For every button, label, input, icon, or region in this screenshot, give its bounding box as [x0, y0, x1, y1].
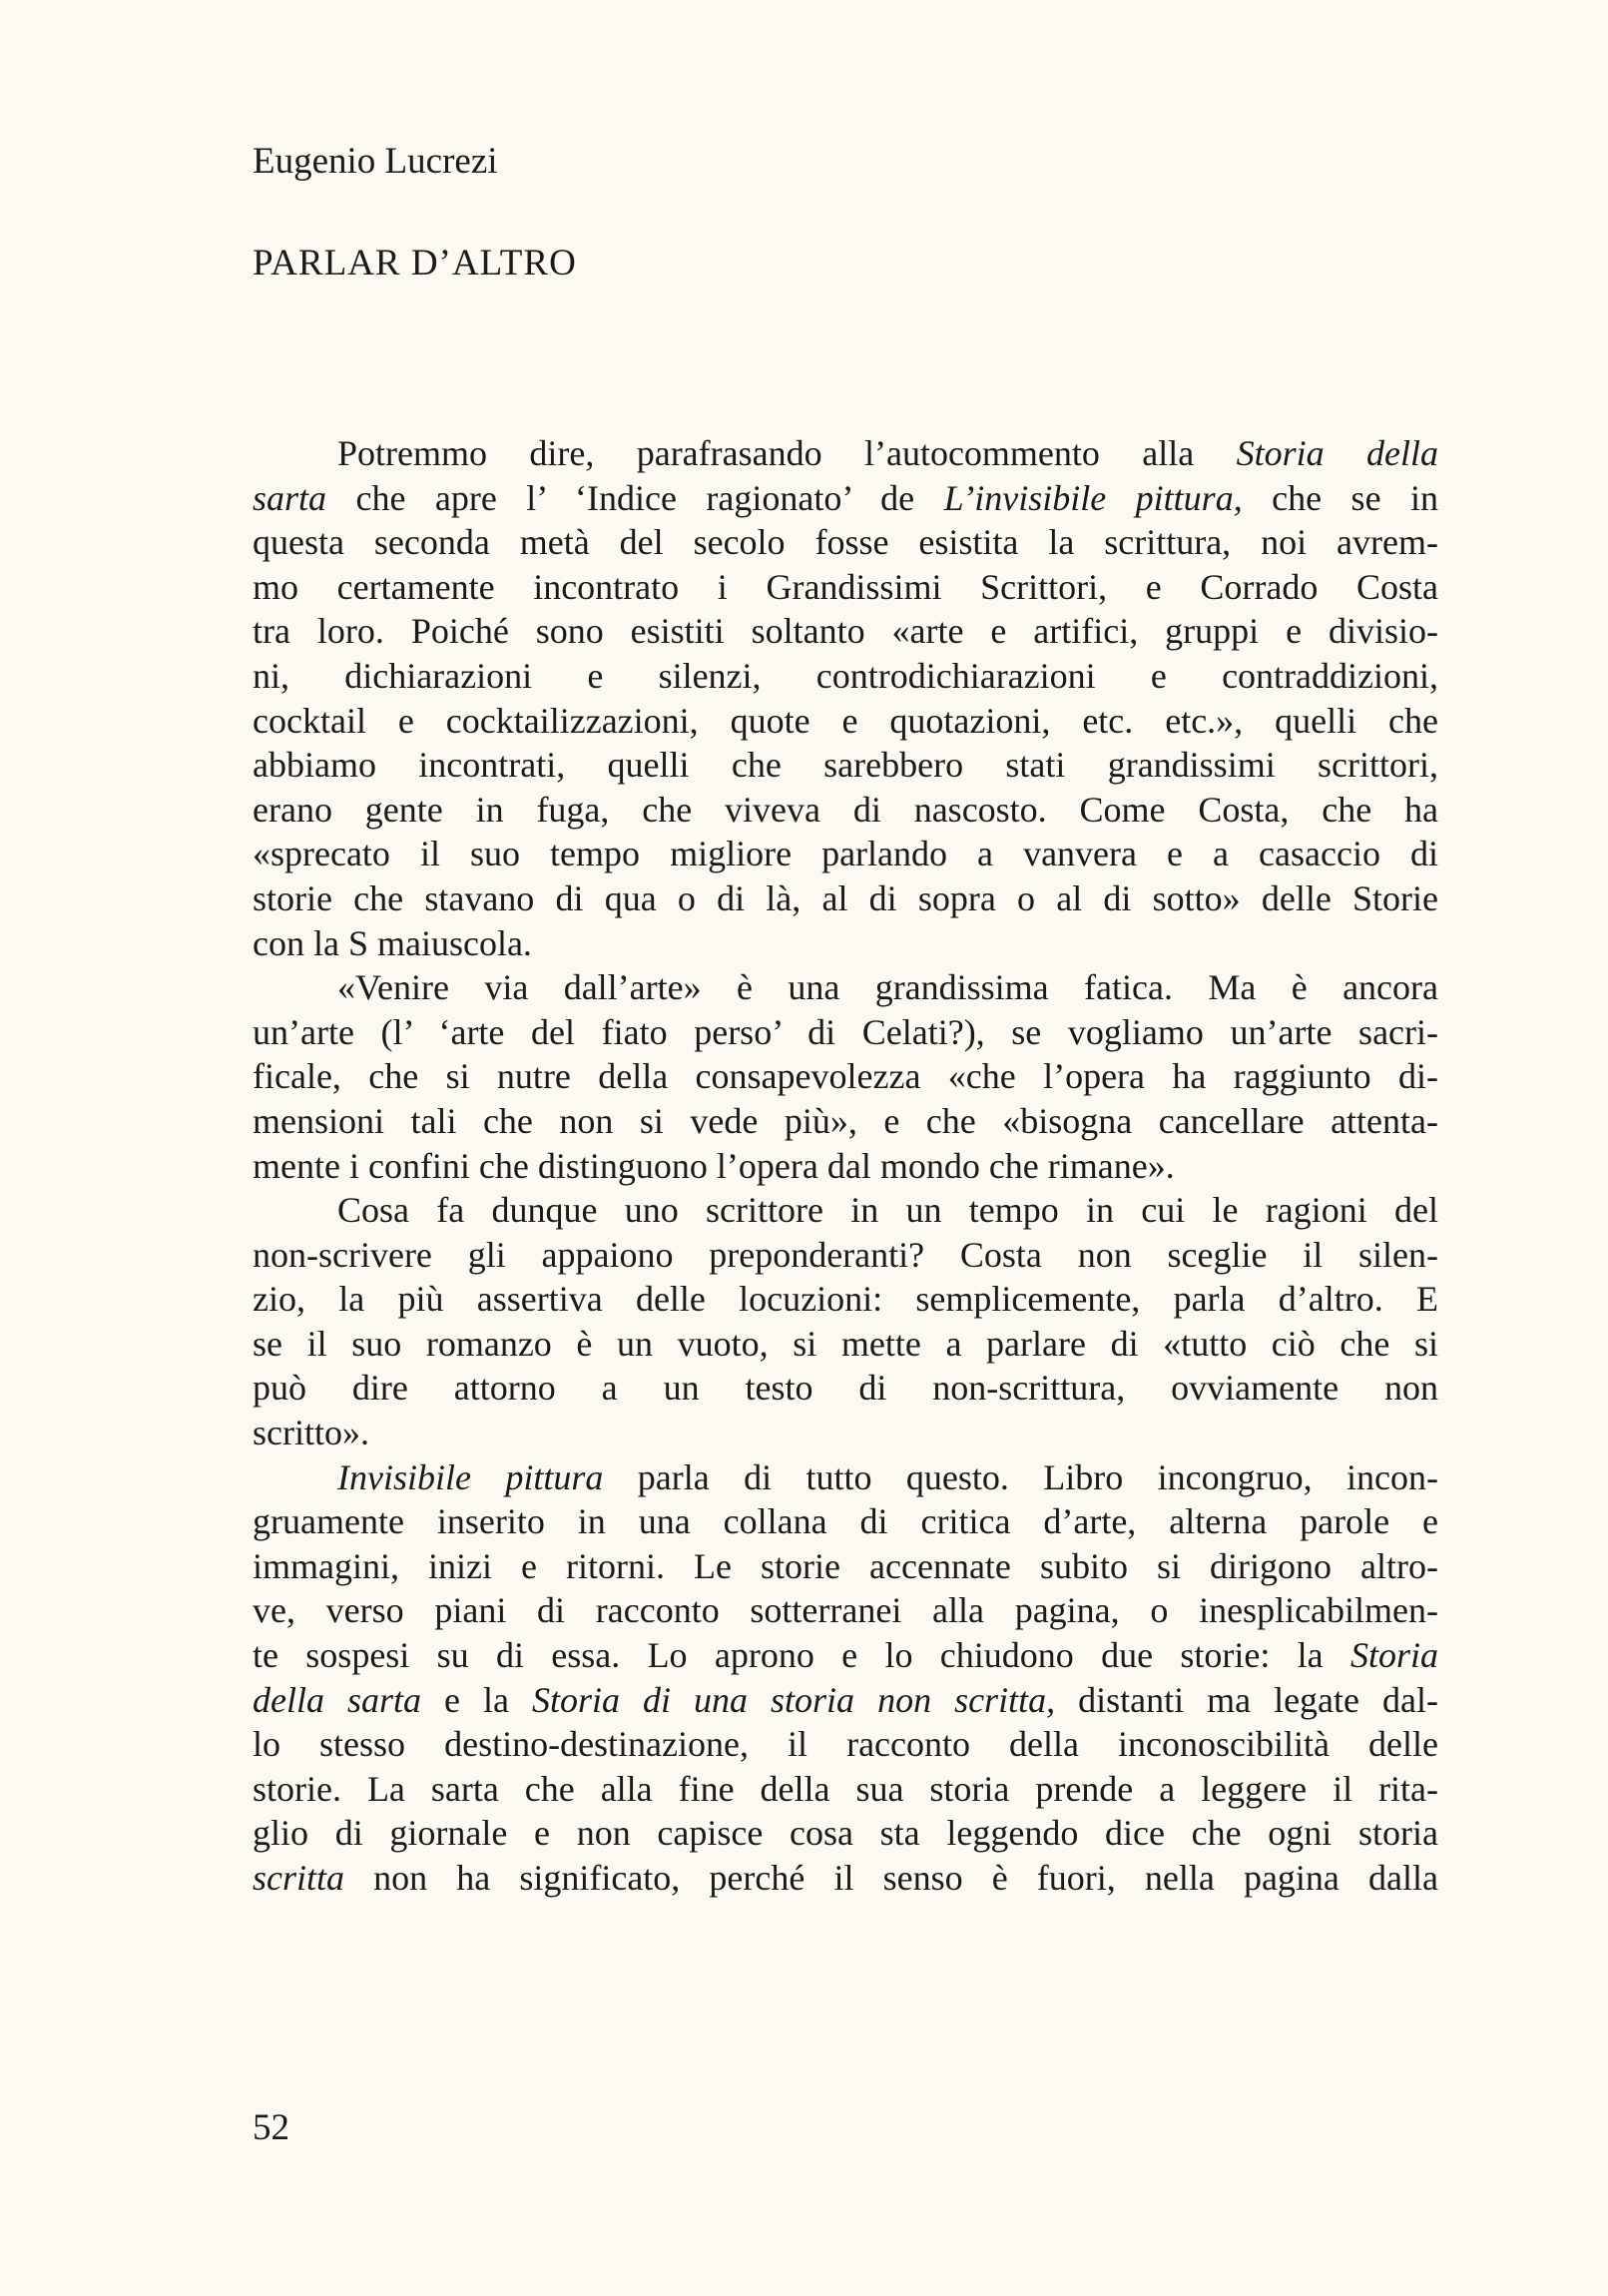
text-line: un’arte (l’ ‘arte del fiato perso’ di Celati?), se vogliamo un’arte sacri-	[253, 1011, 1438, 1052]
paragraph	[253, 965, 1438, 1188]
text-line: se il suo romanzo è un vuoto, si mette a parlare di «tutto ciò che si	[253, 1323, 1438, 1364]
text-line: Invisibile pittura parla di tutto questo. Libro incongruo, incon-	[337, 1456, 1438, 1497]
text-line: erano gente in fuga, che viveva di nascosto. Come Costa, che ha	[253, 789, 1438, 830]
italic-title: Storia	[1349, 1635, 1438, 1676]
text-line: può dire attorno a un testo di non-scrittura, ovviamente non	[253, 1368, 1438, 1409]
text-line: ni, dichiarazioni e silenzi, controdichiarazioni e contraddizioni,	[253, 655, 1438, 696]
text-line: mo certamente incontrato i Grandissimi Scrittori, e Corrado Costa	[253, 566, 1438, 607]
author-name: Eugenio Lucrezi	[253, 141, 498, 182]
italic-title: Storia di una storia non scritta,	[532, 1679, 1056, 1720]
text-line: immagini, inizi e ritorni. Le storie accennate subito si dirigono altro-	[253, 1545, 1438, 1586]
text-line: tra loro. Poiché sono esistiti soltanto «arte e artifici, gruppi e divisio-	[253, 611, 1438, 652]
text-line: abbiamo incontrati, quelli che sarebbero stati grandissimi scrittori,	[253, 745, 1438, 786]
text-line: «Venire via dall’arte» è una grandissima fatica. Ma è ancora	[337, 967, 1438, 1008]
text-line: Cosa fa dunque uno scrittore in un tempo in cui le ragioni del	[337, 1190, 1438, 1231]
text-line: te sospesi su di essa. Lo aprono e lo chiudono due storie: la Storia	[253, 1635, 1438, 1676]
text-line: zio, la più assertiva delle locuzioni: semplicemente, parla d’altro. E	[253, 1279, 1438, 1320]
italic-title: Storia della	[1236, 433, 1438, 473]
text-line: Potremmo dire, parafrasando l’autocommento alla Storia della	[337, 433, 1438, 473]
text-line: mensioni tali che non si vede più», e che «bisogna cancellare attenta-	[253, 1100, 1438, 1141]
text-line: ve, verso piani di racconto sotterranei alla pagina, o inesplicabilmen-	[253, 1590, 1438, 1631]
italic-title: scritta	[253, 1858, 345, 1898]
text-line: scritto».	[253, 1413, 369, 1453]
text-line: con la S maiuscola.	[253, 922, 532, 963]
text-line: gruamente inserito in una collana di critica d’arte, alterna parole e	[253, 1501, 1438, 1542]
paragraph	[253, 431, 1438, 965]
text-line: della sarta e la Storia di una storia non scritta, distanti ma legate dal-	[253, 1679, 1438, 1720]
italic-title: della sarta	[253, 1679, 422, 1720]
italic-title: L’invisibile pittura,	[943, 477, 1243, 518]
text-line: non-scrivere gli appaiono preponderanti? Costa non sceglie il silen-	[253, 1234, 1438, 1275]
text-line: sarta che apre l’ ‘Indice ragionato’ de L’invisibile pittura, che se in	[253, 477, 1438, 518]
text-line: storie che stavano di qua o di là, al di sopra o al di sotto» delle Storie	[253, 877, 1438, 918]
italic-title: Invisibile pittura	[337, 1456, 604, 1497]
text-line: cocktail e cocktailizzazioni, quote e quotazioni, etc. etc.», quelli che	[253, 700, 1438, 741]
text-line: ficale, che si nutre della consapevolezza «che l’opera ha raggiunto di-	[253, 1056, 1438, 1097]
page-number: 52	[253, 2107, 289, 2148]
essay-body	[253, 431, 1438, 1901]
text-line: glio di giornale e non capisce cosa sta leggendo dice che ogni storia	[253, 1813, 1438, 1854]
text-line: mente i confini che distinguono l’opera dal mondo che rimane».	[253, 1145, 1175, 1186]
essay-title: PARLAR D’ALTRO	[253, 243, 577, 284]
italic-title: sarta	[253, 477, 327, 518]
text-line: storie. La sarta che alla fine della sua storia prende a leggere il rita-	[253, 1768, 1438, 1809]
text-line: questa seconda metà del secolo fosse esistita la scrittura, noi avrem-	[253, 522, 1438, 563]
text-line: scritta non ha significato, perché il senso è fuori, nella pagina dalla	[253, 1858, 1438, 1898]
text-line: «sprecato il suo tempo migliore parlando a vanvera e a casaccio di	[253, 834, 1438, 874]
paragraph	[253, 1455, 1438, 1901]
text-line: lo stesso destino-destinazione, il racconto della inconoscibilità delle	[253, 1724, 1438, 1765]
paragraph	[253, 1188, 1438, 1455]
